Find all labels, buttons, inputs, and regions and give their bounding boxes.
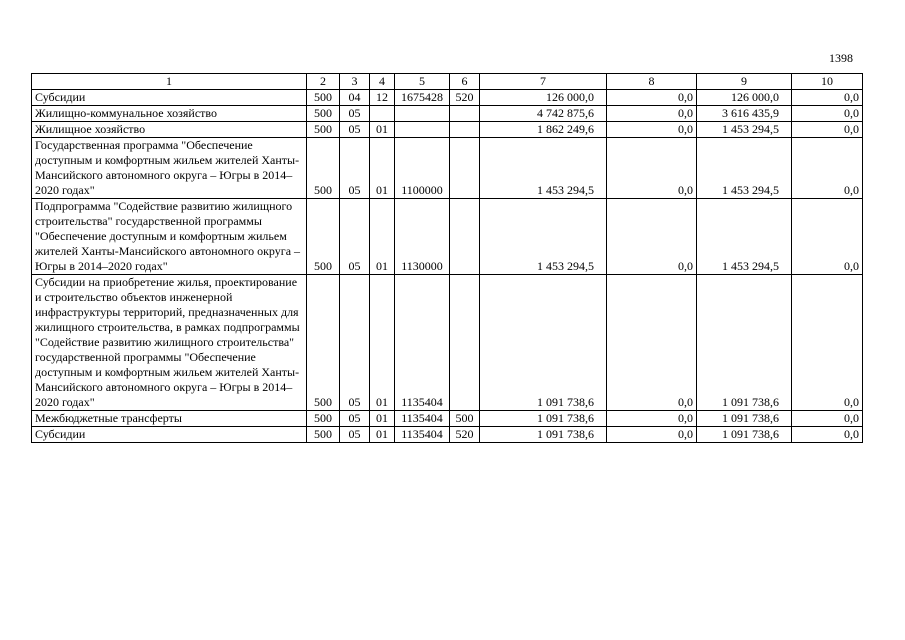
cell-target-article: 1135404 — [395, 427, 450, 443]
cell-subsection-code: 12 — [370, 90, 395, 106]
page-number: 1398 — [829, 51, 853, 65]
cell-amount-total: 1 091 738,6 — [480, 275, 607, 411]
cell-amount-total: 1 091 738,6 — [480, 427, 607, 443]
cell-target-article: 1100000 — [395, 138, 450, 199]
cell-target-article — [395, 122, 450, 138]
table-row — [32, 199, 863, 275]
cell-amount-col9: 1 453 294,5 — [697, 122, 792, 138]
cell-target-article — [395, 106, 450, 122]
cell-name: Субсидии — [32, 427, 307, 443]
cell-amount-col8: 0,0 — [607, 106, 697, 122]
table-row — [32, 106, 863, 122]
column-header-8: 8 — [607, 74, 697, 90]
cell-target-article: 1135404 — [395, 411, 450, 427]
cell-amount-col8: 0,0 — [607, 122, 697, 138]
cell-amount-total: 1 453 294,5 — [480, 199, 607, 275]
table-row — [32, 90, 863, 106]
column-header-2: 2 — [307, 74, 340, 90]
cell-name: Субсидии — [32, 90, 307, 106]
column-header-9: 9 — [697, 74, 792, 90]
cell-amount-col9: 126 000,0 — [697, 90, 792, 106]
column-header-6: 6 — [450, 74, 480, 90]
cell-subsection-code: 01 — [370, 411, 395, 427]
cell-amount-col10: 0,0 — [792, 275, 863, 411]
cell-amount-total: 4 742 875,6 — [480, 106, 607, 122]
cell-amount-col8: 0,0 — [607, 275, 697, 411]
cell-subsection: 05 — [340, 427, 370, 443]
cell-target-article: 1675428 — [395, 90, 450, 106]
cell-subsection: 05 — [340, 275, 370, 411]
cell-subsection: 05 — [340, 199, 370, 275]
cell-amount-col10: 0,0 — [792, 138, 863, 199]
cell-expense-type: 520 — [450, 427, 480, 443]
cell-amount-col9: 1 091 738,6 — [697, 411, 792, 427]
cell-amount-col10: 0,0 — [792, 106, 863, 122]
cell-subsection: 05 — [340, 411, 370, 427]
cell-amount-col9: 1 453 294,5 — [697, 138, 792, 199]
cell-expense-type — [450, 138, 480, 199]
cell-amount-col8: 0,0 — [607, 427, 697, 443]
table-row — [32, 427, 863, 443]
cell-amount-total: 1 862 249,6 — [480, 122, 607, 138]
cell-section: 500 — [307, 106, 340, 122]
cell-amount-col8: 0,0 — [607, 138, 697, 199]
cell-expense-type — [450, 122, 480, 138]
cell-subsection: 05 — [340, 122, 370, 138]
column-header-3: 3 — [340, 74, 370, 90]
cell-amount-col10: 0,0 — [792, 427, 863, 443]
cell-subsection: 05 — [340, 138, 370, 199]
cell-section: 500 — [307, 427, 340, 443]
cell-amount-col9: 3 616 435,9 — [697, 106, 792, 122]
cell-amount-col10: 0,0 — [792, 199, 863, 275]
column-header-1: 1 — [32, 74, 307, 90]
cell-amount-total: 1 453 294,5 — [480, 138, 607, 199]
cell-expense-type — [450, 106, 480, 122]
cell-amount-col10: 0,0 — [792, 122, 863, 138]
cell-amount-col8: 0,0 — [607, 199, 697, 275]
cell-name: Межбюджетные трансферты — [32, 411, 307, 427]
cell-subsection: 04 — [340, 90, 370, 106]
cell-amount-col8: 0,0 — [607, 90, 697, 106]
cell-amount-col9: 1 091 738,6 — [697, 427, 792, 443]
cell-expense-type: 500 — [450, 411, 480, 427]
cell-amount-total: 1 091 738,6 — [480, 411, 607, 427]
cell-target-article: 1135404 — [395, 275, 450, 411]
cell-subsection-code — [370, 106, 395, 122]
cell-amount-col8: 0,0 — [607, 411, 697, 427]
cell-name: Жилищно-коммунальное хозяйство — [32, 106, 307, 122]
cell-amount-col10: 0,0 — [792, 90, 863, 106]
cell-expense-type — [450, 199, 480, 275]
cell-amount-total: 126 000,0 — [480, 90, 607, 106]
table-row — [32, 411, 863, 427]
cell-expense-type — [450, 275, 480, 411]
cell-section: 500 — [307, 122, 340, 138]
budget-table-body — [32, 74, 863, 443]
cell-subsection-code: 01 — [370, 275, 395, 411]
column-header-7: 7 — [480, 74, 607, 90]
cell-target-article: 1130000 — [395, 199, 450, 275]
cell-name: Подпрограмма "Содействие развитию жилищного строительства" государственной программы "Обеспечение доступным и комфортным жильем жителей Ханты-Мансийского автономного округа – Югры в 2014–2020 годах" — [32, 199, 307, 275]
table-row — [32, 122, 863, 138]
cell-amount-col10: 0,0 — [792, 411, 863, 427]
cell-subsection-code: 01 — [370, 138, 395, 199]
cell-subsection: 05 — [340, 106, 370, 122]
cell-section: 500 — [307, 90, 340, 106]
cell-name: Жилищное хозяйство — [32, 122, 307, 138]
column-header-4: 4 — [370, 74, 395, 90]
cell-section: 500 — [307, 138, 340, 199]
cell-expense-type: 520 — [450, 90, 480, 106]
cell-section: 500 — [307, 411, 340, 427]
table-header-row — [32, 74, 863, 90]
column-header-10: 10 — [792, 74, 863, 90]
column-header-5: 5 — [395, 74, 450, 90]
cell-amount-col9: 1 453 294,5 — [697, 199, 792, 275]
table-row — [32, 138, 863, 199]
cell-amount-col9: 1 091 738,6 — [697, 275, 792, 411]
cell-name: Государственная программа "Обеспечение доступным и комфортным жильем жителей Ханты-Мансийского автономного округа – Югры в 2014–2020 годах" — [32, 138, 307, 199]
cell-subsection-code: 01 — [370, 122, 395, 138]
cell-section: 500 — [307, 275, 340, 411]
cell-subsection-code: 01 — [370, 199, 395, 275]
cell-subsection-code: 01 — [370, 427, 395, 443]
cell-name: Субсидии на приобретение жилья, проектирование и строительство объектов инженерной инфраструктуры территорий, предназначенных для жилищного строительства, в рамках подпрограммы "Содействие развитию жилищного строительства" государственной программы "Обеспечение доступным и комфортным жильем жителей Ханты-Мансийского автономного округа – Югры в 2014–2020 годах" — [32, 275, 307, 411]
budget-table — [31, 73, 863, 443]
table-row — [32, 275, 863, 411]
cell-section: 500 — [307, 199, 340, 275]
